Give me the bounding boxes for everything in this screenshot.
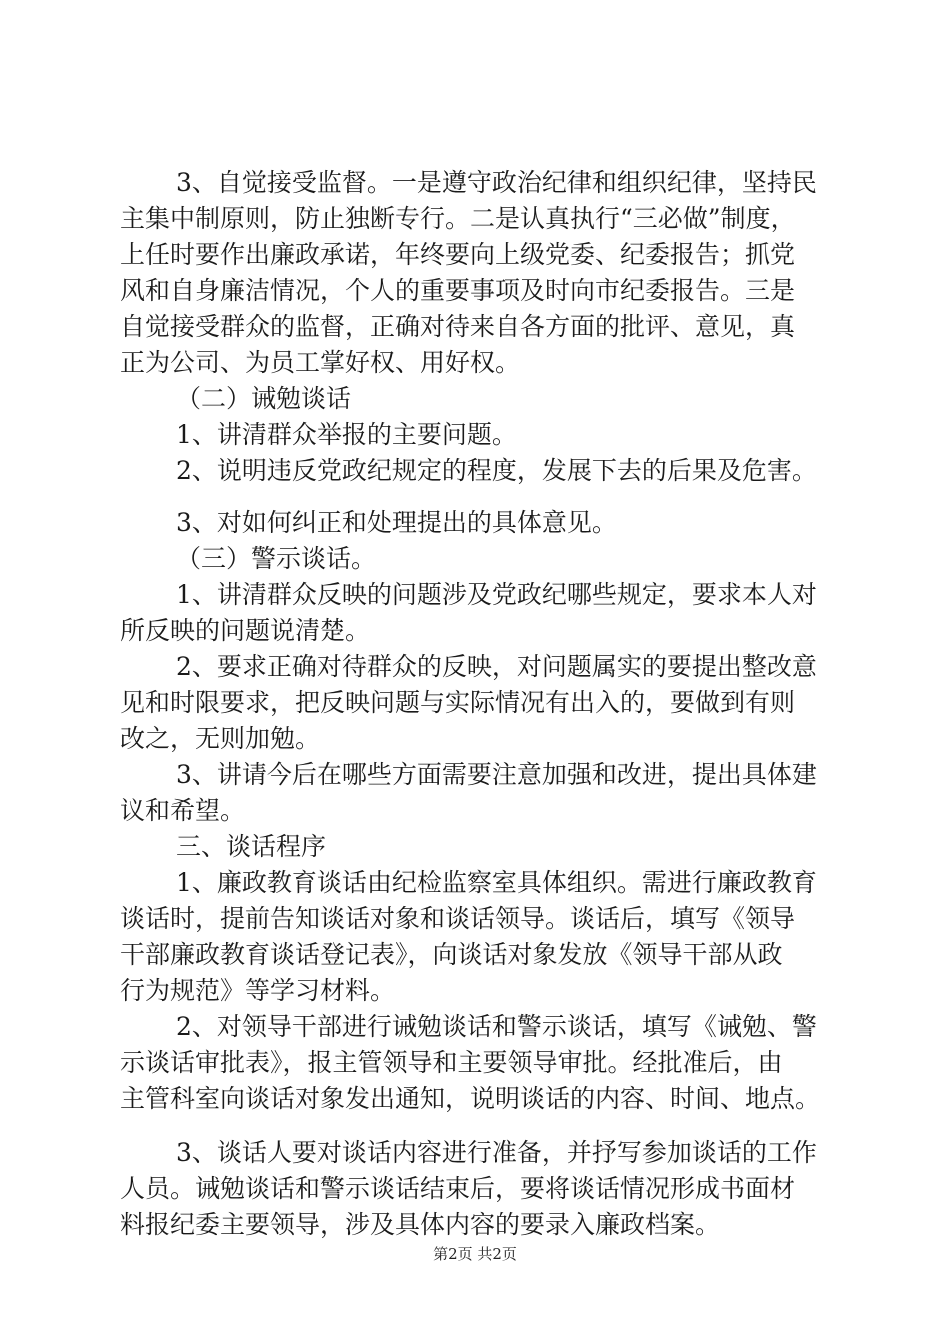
text-line: 2、说明违反党政纪规定的程度，发展下去的后果及危害。	[176, 456, 817, 485]
text-line: 3、讲请今后在哪些方面需要注意加强和改进，提出具体建	[176, 760, 817, 789]
text-line: 人员。诫勉谈话和警示谈话结束后，要将谈话情况形成书面材	[120, 1174, 796, 1203]
text-line: 所反映的问题说清楚。	[120, 616, 371, 645]
text-line: 1、讲清群众反映的问题涉及党政纪哪些规定，要求本人对	[176, 580, 817, 609]
text-line: 议和希望。	[120, 796, 246, 825]
text-line: 见和时限要求，把反映问题与实际情况有出入的，要做到有则	[120, 688, 796, 717]
text-line: 1、廉政教育谈话由纪检监察室具体组织。需进行廉政教育	[176, 868, 817, 897]
text-line: 干部廉政教育谈话登记表》，向谈话对象发放《领导干部从政	[120, 940, 783, 969]
text-line: 料报纪委主要领导，涉及具体内容的要录入廉政档案。	[120, 1210, 721, 1239]
text-line: 谈话时，提前告知谈话对象和谈话领导。谈话后，填写《领导	[120, 904, 796, 933]
text-line: 正为公司、为员工掌好权、用好权。	[120, 348, 521, 377]
text-line: 改之，无则加勉。	[120, 724, 321, 753]
text-line: 自觉接受群众的监督，正确对待来自各方面的批评、意见，真	[120, 312, 796, 341]
text-line: 2、要求正确对待群众的反映，对问题属实的要提出整改意	[176, 652, 817, 681]
text-line: 3、自觉接受监督。一是遵守政治纪律和组织纪律，坚持民	[176, 168, 817, 197]
text-line: 2、对领导干部进行诫勉谈话和警示谈话，填写《诫勉、警	[176, 1012, 817, 1041]
text-line: 1、讲清群众举报的主要问题。	[176, 420, 517, 449]
text-line: 主管科室向谈话对象发出通知，说明谈话的内容、时间、地点。	[120, 1084, 821, 1113]
text-line: 主集中制原则，防止独断专行。二是认真执行“三必做”制度，	[120, 204, 796, 233]
page-footer: 第2页 共2页	[433, 1245, 517, 1263]
text-line: 3、对如何纠正和处理提出的具体意见。	[176, 508, 617, 537]
text-line: 示谈话审批表》，报主管领导和主要领导审批。经批准后，由	[120, 1048, 783, 1077]
text-line: 上任时要作出廉政承诺，年终要向上级党委、纪委报告；抓党	[120, 240, 796, 269]
section-heading: 三、谈话程序	[176, 832, 327, 861]
text-line: 行为规范》等学习材料。	[120, 976, 396, 1005]
section-heading: （三）警示谈话。	[176, 544, 377, 573]
text-line: 3、谈话人要对谈话内容进行准备，并抒写参加谈话的工作	[176, 1138, 817, 1167]
section-heading: （二）诫勉谈话	[176, 384, 352, 413]
text-line: 风和自身廉洁情况，个人的重要事项及时向市纪委报告。三是	[120, 276, 796, 305]
